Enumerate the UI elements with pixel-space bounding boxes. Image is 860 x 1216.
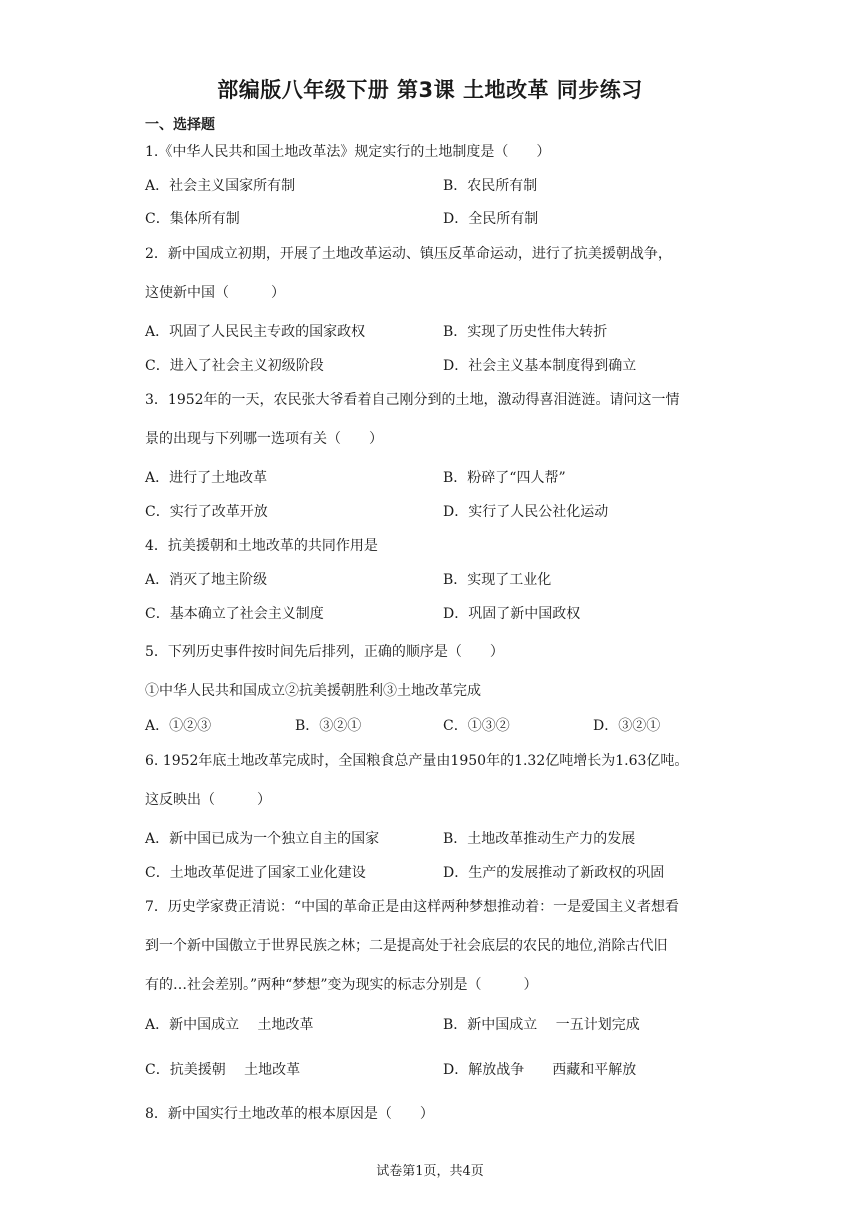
question-7-stem: 7．历史学家费正清说：“中国的革命正是由这样两种梦想推动着：一是爱国主义者想看 [145,899,680,915]
question-5-stem: 5．下列历史事件按时间先后排列，正确的顺序是（ ） [145,644,504,660]
question-3-stem-cont: 景的出现与下列哪一选项有关（ ） [145,431,383,447]
q1-option-c: C．集体所有制 [145,211,240,227]
q2-option-d: D．社会主义基本制度得到确立 [443,358,637,374]
q5-option-d: D．③②① [593,718,661,734]
q4-option-a: A．消灭了地主阶级 [145,572,268,588]
q7-option-c: C．抗美援朝 土地改革 [145,1062,301,1078]
q4-option-b: B．实现了工业化 [443,572,552,588]
page-footer: 试卷第1页，共4页 [376,1164,484,1179]
page-title: 部编版八年级下册 第3课 土地改革 同步练习 [217,78,643,102]
question-3-stem: 3．1952年的一天，农民张大爷看着自己刚分到的土地，激动得喜泪涟涟。请问这一情 [145,392,680,408]
section-heading: 一、选择题 [145,117,215,133]
q3-option-b: B．粉碎了“四人帮” [443,470,566,486]
question-1-stem: 1.《中华人民共和国土地改革法》规定实行的土地制度是（ ） [145,144,551,160]
q7-option-d: D．解放战争 西藏和平解放 [443,1062,637,1078]
q6-option-d: D．生产的发展推动了新政权的巩固 [443,865,665,881]
q3-option-a: A．进行了土地改革 [145,470,268,486]
q4-option-c: C．基本确立了社会主义制度 [145,606,324,622]
question-2-stem-cont: 这使新中国（ ） [145,285,285,301]
q7-option-a: A．新中国成立 土地改革 [145,1017,314,1033]
q5-option-b: B．③②① [295,718,362,734]
q2-option-b: B．实现了历史性伟大转折 [443,324,608,340]
q2-option-c: C．进入了社会主义初级阶段 [145,358,324,374]
q6-option-b: B．土地改革推动生产力的发展 [443,831,636,847]
q1-option-a: A．社会主义国家所有制 [145,178,296,194]
question-6-stem-cont: 这反映出（ ） [145,792,271,808]
question-2-stem: 2．新中国成立初期，开展了土地改革运动、镇压反革命运动，进行了抗美援朝战争， [145,246,672,262]
question-6-stem: 6. 1952年底土地改革完成时，全国粮食总产量由1950年的1.32亿吨增长为1.63亿吨。 [145,753,689,769]
question-4-stem: 4．抗美援朝和土地改革的共同作用是 [145,538,378,554]
q1-option-d: D．全民所有制 [443,211,539,227]
q6-option-c: C．土地改革促进了国家工业化建设 [145,865,366,881]
q4-option-d: D．巩固了新中国政权 [443,606,581,622]
question-7-stem-cont-2: 有的…社会差别。”两种“梦想”变为现实的标志分别是（ ） [145,977,538,993]
q7-option-b: B．新中国成立 一五计划完成 [443,1017,640,1033]
q5-option-c: C．①③② [443,718,510,734]
q3-option-d: D．实行了人民公社化运动 [443,504,609,520]
q6-option-a: A．新中国已成为一个独立自主的国家 [145,831,380,847]
question-8-stem: 8．新中国实行土地改革的根本原因是（ ） [145,1106,434,1122]
q1-option-b: B．农民所有制 [443,178,538,194]
q2-option-a: A．巩固了人民民主专政的国家政权 [145,324,366,340]
q3-option-c: C．实行了改革开放 [145,504,268,520]
question-5-items: ①中华人民共和国成立②抗美援朝胜利③土地改革完成 [145,683,481,699]
question-7-stem-cont-1: 到一个新中国傲立于世界民族之林；二是提高处于社会底层的农民的地位,消除古代旧 [145,938,668,954]
q5-option-a: A．①②③ [145,718,212,734]
